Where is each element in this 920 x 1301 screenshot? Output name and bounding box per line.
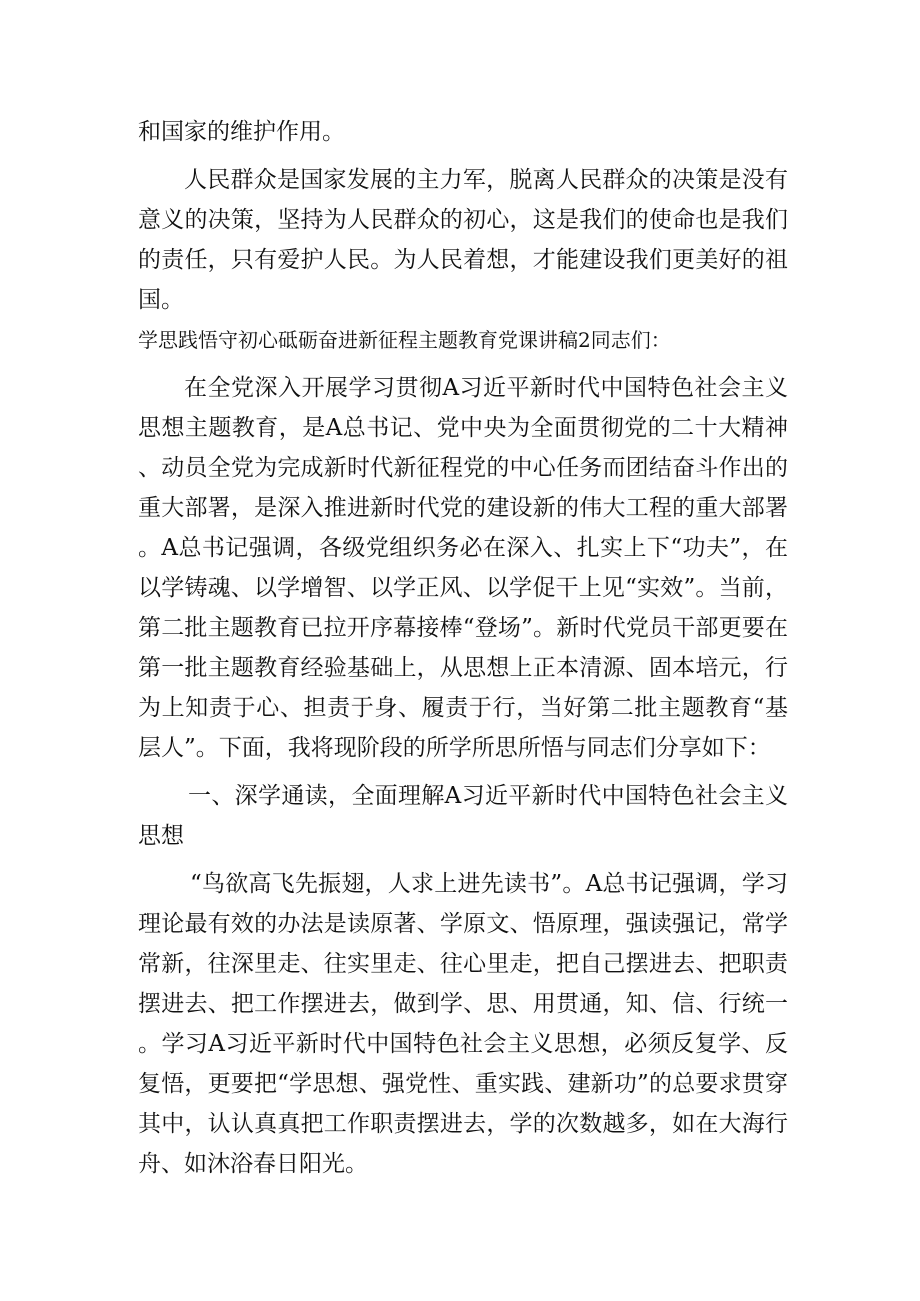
paragraph-gap — [138, 768, 788, 776]
paragraph-gap — [138, 152, 788, 160]
paragraph-gap — [138, 360, 788, 368]
paragraph-continuation: 和国家的维护作用。 — [138, 119, 345, 145]
speech-title: 学思践悟守初心砥砺奋进新征程主题教育党课讲稿2同志们： — [138, 328, 671, 352]
paragraph-people: 人民群众是国家发展的主力军，脱离人民群众的决策是没有意义的决策，坚持为人民群众的初心，这是我们的使命也是我们的责任，只有爱护人民。为人民着想，才能建设我们更美好的祖国。 — [138, 167, 788, 313]
paragraph-gap — [138, 856, 788, 864]
paragraph-study: “鸟欲高飞先振翅，人求上进先读书”。A总书记强调，学习理论最有效的办法是读原著、学原文、悟原理，强读强记，常学常新，往深里走、往实里走、往心里走，把自己摆进去、把职责摆进去、把工作摆进去，做到学、思、用贯通，知、信、行统一。学习A习近平新时代中国特色社会主义思想，必须反复学、反复悟，更要把“学思想、强党性、重实践、建新功”的总要求贯穿其中，认认真真把工作职责摆进去，学的次数越多，如在大海行舟、如沐浴春日阳光。 — [138, 871, 788, 1177]
section-heading-one: 一、深学通读，全面理解A习近平新时代中国特色社会主义思想 — [138, 783, 788, 849]
document-body — [138, 112, 788, 1184]
paragraph-intro: 在全党深入开展学习贯彻A习近平新时代中国特色社会主义思想主题教育，是A总书记、党中央为全面贯彻党的二十大精神、动员全党为完成新时代新征程党的中心任务而团结奋斗作出的重大部署，是深入推进新时代党的建设新的伟大工程的重大部署。A总书记强调，各级党组织务必在深入、扎实上下“功夫”，在以学铸魂、以学增智、以学正风、以学促干上见“实效”。当前，第二批主题教育已拉开序幕接棒“登场”。新时代党员干部更要在第一批主题教育经验基础上，从思想上正本清源、固本培元，行为上知责于心、担责于身、履责于行，当好第二批主题教育“基层人”。下面，我将现阶段的所学所思所悟与同志们分享如下： — [138, 375, 788, 761]
